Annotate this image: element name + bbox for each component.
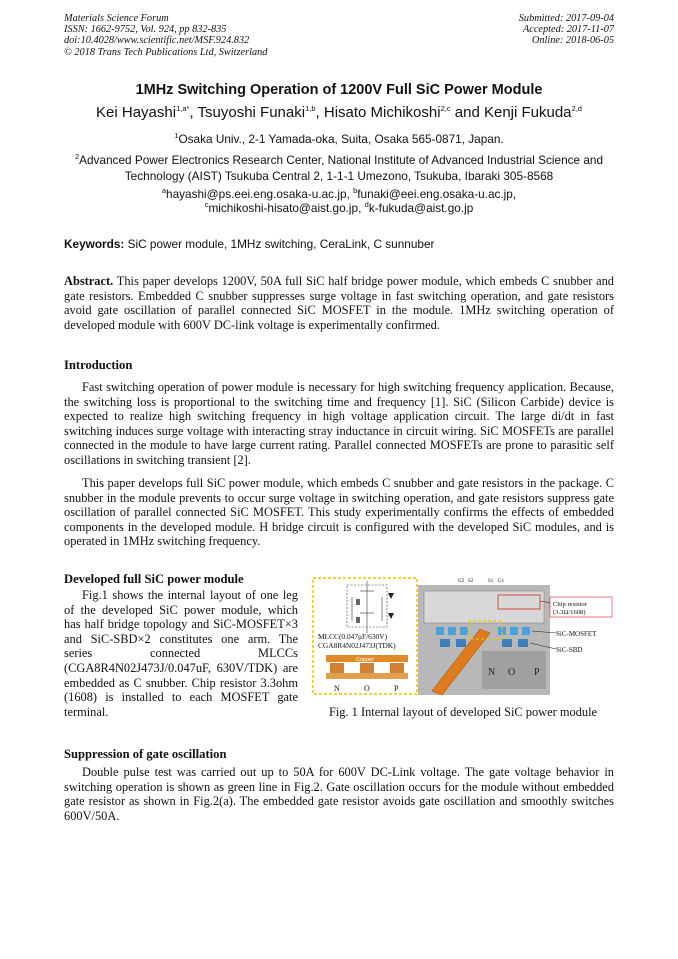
author-affiliation-mark: 1,b xyxy=(305,104,316,113)
paper-title: 1MHz Switching Operation of 1200V Full SiC Power Module xyxy=(135,82,543,98)
terminal-p-label: P xyxy=(394,684,399,693)
abstract-text: This paper develops 1200V, 50A full SiC half bridge power module, which embeds C snubber and gate resistors. Embedded C snubber suppresses surge voltage in fast switching operation, and gate resistors avoid gate oscillation of parallel connected SiC MOSFET in the module. 1MHz switching operation of developed module with 600V DC-link voltage is experimentally confirmed. xyxy=(64,274,614,332)
intro-paragraph-2: This paper develops full SiC power module, which embeds C snubber and gate resistors in the package. C snubber in the module prevents to occur surge voltage in switching operation, and gate resistors suppress gate oscillation of parallel connected SiC MOSFET. This study experimentally confirms the effects of embedded components in the developed module. H bridge circuit is configured with the developed SiC modules, and is operated in 1MHz switching frequency. xyxy=(64,476,614,549)
chip-resistor-label-2: (3.3Ω/1608) xyxy=(553,609,586,616)
email-mark: d xyxy=(364,200,369,210)
journal-issn: ISSN: 1662-9752, Vol. 924, pp 832-835 xyxy=(64,24,227,36)
submitted-date: Submitted: 2017-09-04 xyxy=(518,13,614,24)
email-address[interactable]: k-fukuda@aist.go.jp xyxy=(368,201,474,215)
mlcc-pad xyxy=(360,663,374,673)
author-affiliation-mark: 2,c xyxy=(440,104,451,113)
module-terminal-p: P xyxy=(534,667,540,678)
affiliation-mark: 2 xyxy=(74,152,80,162)
module-terminal-n: N xyxy=(488,667,496,678)
terminal-n-label: N xyxy=(334,684,340,693)
module-upper-area xyxy=(424,591,544,623)
abstract xyxy=(64,274,614,332)
journal-doi: doi:10.4028/www.scientific.net/MSF.924.832 xyxy=(64,35,250,47)
terminal-g2-label: G2 xyxy=(458,579,465,584)
journal-header-left xyxy=(64,13,267,58)
intro-paragraph-1: Fast switching operation of power module is necessary for high switching frequency application. Because, the switching loss is proportional to the switching time and frequency [1]. SiC (Silicon Carbide) device is expected to realize high switching frequency in high voltage application circuit. The large di/dt in fast switching induces surge voltage with interacting stray inductance in circuit wiring. SiC MOSFETs are parallel connected in the module to have large current rating. Parallel connected MOSFETs are prone to parasitic self oscillations in switching transient [2]. xyxy=(64,380,614,467)
sic-sbd-label: SiC-SBD xyxy=(556,646,583,654)
affiliation-mark: 1 xyxy=(174,131,179,141)
terminal-s1-label: S1 xyxy=(488,579,494,584)
online-date: Online: 2018-06-05 xyxy=(531,35,614,47)
keywords xyxy=(64,237,614,251)
keywords-label: Keywords: xyxy=(64,237,125,251)
journal-name: Materials Science Forum xyxy=(64,13,169,24)
affiliation-1 xyxy=(56,131,622,147)
mlcc-pad xyxy=(330,663,344,673)
email-mark: a xyxy=(161,186,167,196)
mlcc-label-2: CGA8R4N02J473J(TDK) xyxy=(318,641,396,650)
accepted-date: Accepted: 2017-11-07 xyxy=(522,24,614,36)
email-address[interactable]: funaki@eei.eng.osaka-u.ac.jp, xyxy=(357,187,517,201)
copper-label: Copper xyxy=(356,657,375,663)
email-address[interactable]: hayashi@ps.eei.eng.osaka-u.ac.jp, xyxy=(166,187,354,201)
section-heading-developed-module: Developed full SiC power module xyxy=(64,572,244,586)
author-affiliation-mark: 2,d xyxy=(571,104,582,113)
author-name: Hisato Michikoshi xyxy=(323,104,441,121)
terminal-o-label: O xyxy=(364,684,370,693)
journal-header-right xyxy=(519,13,614,47)
terminal-s2-label: S2 xyxy=(468,579,474,584)
section-heading-introduction: Introduction xyxy=(64,358,133,372)
author-emails xyxy=(56,187,622,215)
mlcc-label-1: MLCC(0.047μF/630V) xyxy=(318,632,388,641)
author-conjunction: and xyxy=(450,104,484,121)
author-name: Kei Hayashi xyxy=(96,104,177,121)
affiliation-text: Osaka Univ., 2-1 Yamada-oka, Suita, Osaka 565-0871, Japan. xyxy=(178,132,504,146)
section-heading-suppression: Suppression of gate oscillation xyxy=(64,747,227,761)
author-name: Tsuyoshi Funaki xyxy=(197,104,306,121)
capacitor-icon xyxy=(356,599,360,605)
module-terminal-o: O xyxy=(508,667,516,678)
author-separator: , xyxy=(315,104,324,121)
keywords-text: SiC power module, 1MHz switching, CeraLink, C sunnuber xyxy=(127,237,435,251)
author-list xyxy=(0,104,678,121)
suppression-paragraph: Double pulse test was carried out up to 50A for 600V DC-Link voltage. The gate voltage behavior in switching operation is shown as green line in Fig.2. Gate oscillation occurs for the module without embedded gate resistor as shown in Fig.2(a). The embedded gate resistor avoids gate oscillation and smoothly switches 600V/50A. xyxy=(64,765,614,823)
capacitor-icon xyxy=(356,617,360,623)
copper-base xyxy=(326,673,408,679)
abstract-label: Abstract. xyxy=(64,274,114,288)
figure-1-caption: Fig. 1 Internal layout of developed SiC power module xyxy=(328,705,598,719)
figure-1-module-layout xyxy=(312,577,614,697)
developed-module-paragraph: Fig.1 shows the internal layout of one leg of the developed SiC power module, which has half bridge topology and SiC-MOSFET×3 and SiC-SBD×2 constitutes one arm. The series connected MLCCs (CGA8R4N02J473J/0.047uF, 630V/TDK) are embedded as C snubber. Chip resistor 3.3ohm (1608) is installed to each MOSFET gate terminal. xyxy=(64,588,298,719)
email-address[interactable]: michikoshi-hisato@aist.go.jp, xyxy=(208,201,365,215)
chip-resistor-label-1: Chip resistor xyxy=(553,601,587,608)
affiliation-text: Advanced Power Electronics Research Center, National Institute of Advanced Industrial Science and Technology (AIST) Tsukuba Central 2, 1-1-1 Umezono, Tsukuba, Ibaraki 305-8568 xyxy=(79,153,604,183)
email-mark: c xyxy=(204,200,209,210)
author-separator: , xyxy=(189,104,198,121)
affiliation-2 xyxy=(56,152,622,184)
author-name: Kenji Fukuda xyxy=(483,104,572,121)
journal-copyright: © 2018 Trans Tech Publications Ltd, Switzerland xyxy=(64,46,268,58)
terminal-g1-label: G1 xyxy=(498,579,505,584)
email-mark: b xyxy=(353,186,358,196)
sic-mosfet-label: SiC-MOSFET xyxy=(556,630,597,638)
mlcc-pad xyxy=(390,663,404,673)
author-affiliation-mark: 1,a* xyxy=(176,104,190,113)
